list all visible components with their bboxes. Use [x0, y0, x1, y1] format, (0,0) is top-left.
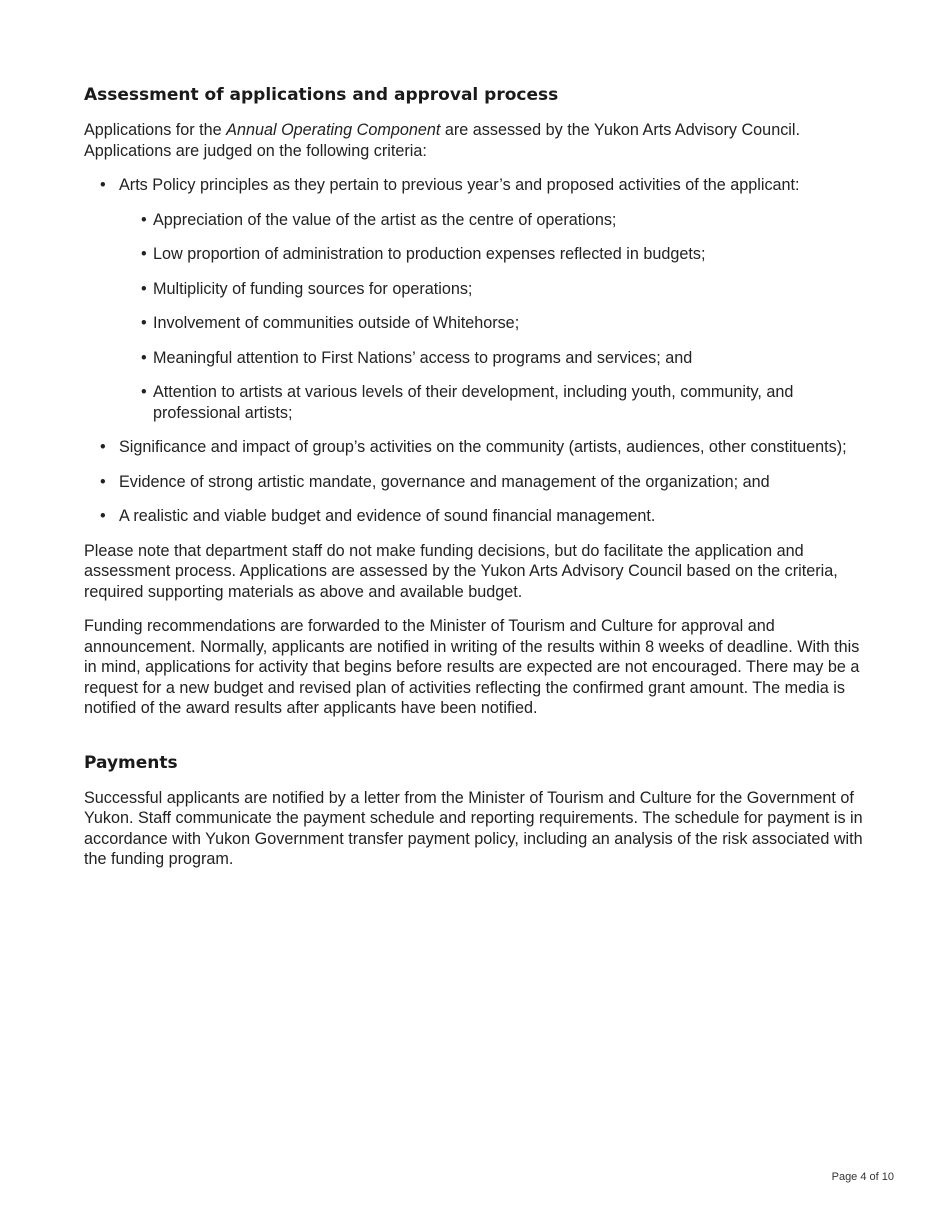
- bullet-icon: •: [100, 176, 106, 194]
- criteria-item-text: Arts Policy principles as they pertain to previous year’s and proposed activities of the applicant:: [119, 176, 800, 194]
- principle-item-text: Multiplicity of funding sources for operations;: [153, 279, 473, 298]
- intro-text-end: are assessed by the Yukon Arts Advisory Council. Applications are judged on the following criteria:: [84, 121, 800, 160]
- principle-item: [119, 279, 870, 300]
- bullet-icon: •: [141, 279, 147, 298]
- section-heading-payments: Payments: [84, 752, 178, 773]
- bullet-icon: •: [100, 438, 106, 456]
- funding-paragraph: Funding recommendations are forwarded to the Minister of Tourism and Culture for approval and announcement. Normally, applicants are notified in writing of the results within 8 weeks of deadline. With this in mind, applications for activity that begins before results are expected are not encouraged. There may be a request for a new budget and revised plan of activities reflecting the confirmed grant amount. The media is notified of the award results after applicants have been notified.: [84, 617, 860, 717]
- document-page: [84, 84, 870, 884]
- principle-item: [119, 210, 870, 231]
- principle-item: [119, 348, 870, 369]
- criteria-item: [84, 437, 870, 458]
- principle-item-text: Involvement of communities outside of Whitehorse;: [153, 314, 520, 332]
- criteria-item-text: Evidence of strong artistic mandate, governance and management of the organization; and: [119, 472, 770, 491]
- bullet-icon: •: [141, 210, 147, 229]
- principle-item-text: Appreciation of the value of the artist as the centre of operations;: [153, 210, 617, 229]
- arts-policy-principles-list: [119, 210, 870, 424]
- principle-item-text: Attention to artists at various levels of their development, including youth, community, and professional artists;: [153, 383, 794, 422]
- bullet-icon: •: [141, 348, 147, 367]
- principle-item: [119, 313, 870, 334]
- bullet-icon: •: [141, 245, 147, 263]
- bullet-icon: •: [100, 472, 106, 491]
- bullet-icon: •: [100, 507, 106, 525]
- criteria-item: [84, 175, 870, 423]
- bullet-icon: •: [141, 383, 147, 401]
- intro-text-start: Applications for the: [84, 121, 227, 139]
- principle-item-text: Meaningful attention to First Nations’ access to programs and services; and: [153, 348, 693, 367]
- bullet-icon: •: [141, 314, 147, 332]
- principle-item-text: Low proportion of administration to production expenses reflected in budgets;: [153, 245, 706, 263]
- criteria-list: [84, 175, 870, 527]
- principle-item: [119, 244, 870, 265]
- criteria-item: [84, 506, 870, 527]
- intro-paragraph: [84, 120, 870, 161]
- criteria-item-text: A realistic and viable budget and evidence of sound financial management.: [119, 507, 656, 525]
- page-number: Page 4 of 10: [831, 1171, 894, 1183]
- section-heading-assessment: Assessment of applications and approval process: [84, 85, 559, 105]
- staff-note-paragraph: Please note that department staff do not make funding decisions, but do facilitate the application and assessment process. Applications are assessed by the Yukon Arts Advisory Council based on the criteria, required supporting materials as above and available budget.: [84, 541, 838, 601]
- criteria-item: [84, 472, 870, 493]
- payments-paragraph: Successful applicants are notified by a letter from the Minister of Tourism and Culture for the Government of Yukon. Staff communicate the payment schedule and reporting requirements. The schedule for payment is in accordance with Yukon Government transfer payment policy, including an analysis of the risk associated with the funding program.: [84, 788, 863, 868]
- criteria-item-text: Significance and impact of group’s activities on the community (artists, audiences, other constituents);: [119, 438, 847, 456]
- principle-item: [119, 382, 870, 423]
- component-name: Annual Operating Component: [226, 121, 441, 139]
